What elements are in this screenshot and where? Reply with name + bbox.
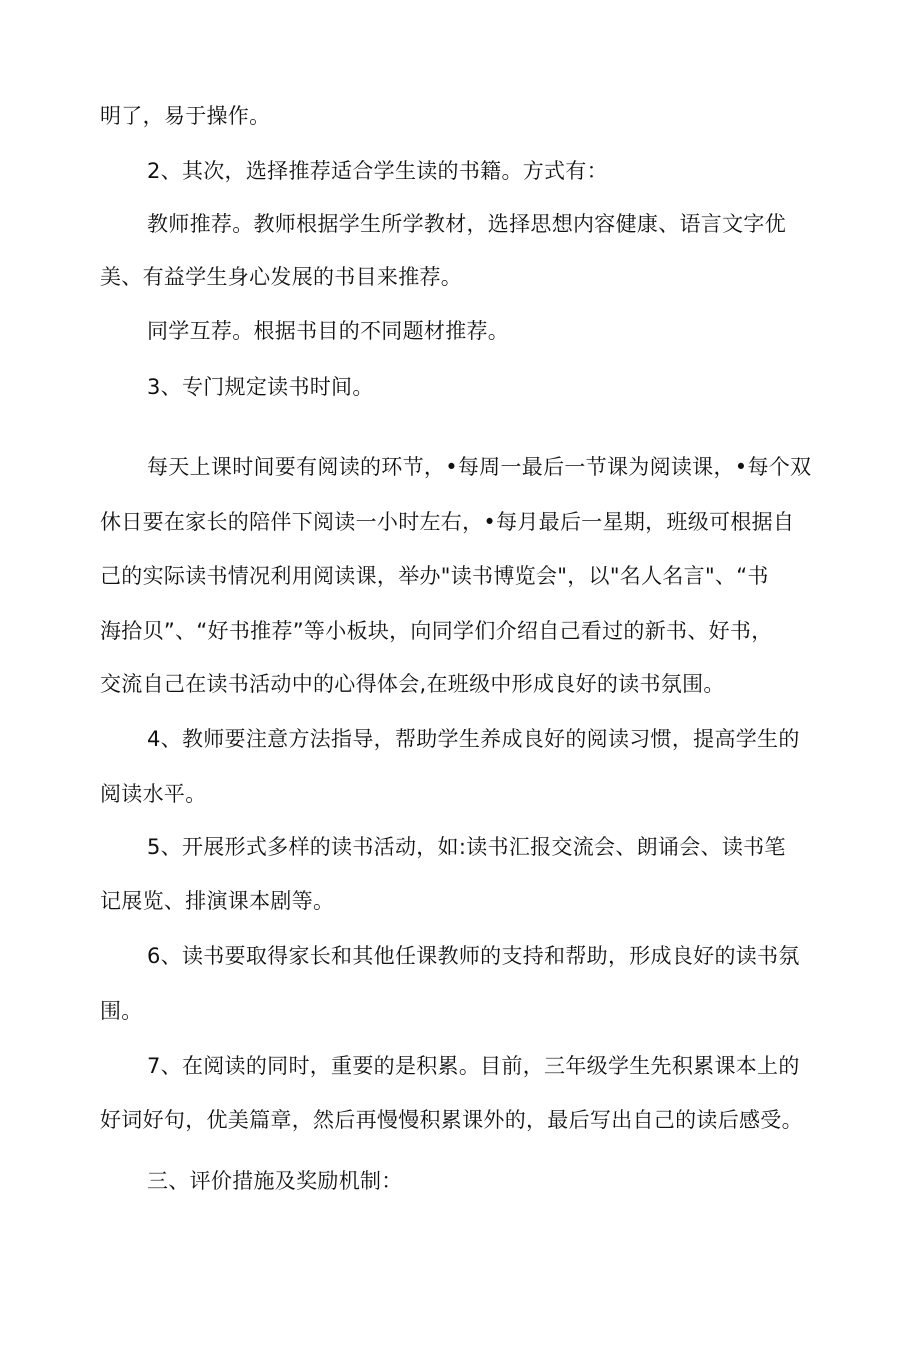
section-heading: 三、评价措施及奖励机制：	[147, 1169, 403, 1193]
paragraph-line: 同学互荐。根据书目的不同题材推荐。	[147, 319, 510, 343]
paragraph-line: 围。	[100, 999, 143, 1023]
paragraph-line: 5、开展形式多样的读书活动，如:读书汇报交流会、朗诵会、读书笔	[147, 835, 786, 859]
paragraph-line: 4、教师要注意方法指导，帮助学生养成良好的阅读习惯，提高学生的	[147, 727, 800, 751]
paragraph-line: 2、其次，选择推荐适合学生读的书籍。方式有：	[147, 159, 608, 183]
paragraph-line: 3、专门规定读书时间。	[147, 375, 374, 399]
paragraph-line: 好词好句，优美篇章，然后再慢慢积累课外的，最后写出自己的读后感受。	[100, 1108, 803, 1132]
paragraph-line: 每天上课时间要有阅读的环节，•每周一最后一节课为阅读课，•每个双	[147, 455, 812, 479]
paragraph-line: 海拾贝”、“好书推荐”等小板块，向同学们介绍自己看过的新书、好书，	[100, 619, 773, 643]
paragraph-line: 交流自己在读书活动中的心得体会,在班级中形成良好的读书氛围。	[100, 672, 725, 696]
paragraph-line: 阅读水平。	[100, 782, 207, 806]
paragraph-line: 美、有益学生身心发展的书目来推荐。	[100, 265, 463, 289]
paragraph-line: 7、在阅读的同时，重要的是积累。目前，三年级学生先积累课本上的	[147, 1054, 800, 1078]
paragraph-line: 6、读书要取得家长和其他任课教师的支持和帮助，形成良好的读书氛	[147, 944, 800, 968]
paragraph-line: 教师推荐。教师根据学生所学教材，选择思想内容健康、语言文字优	[147, 212, 786, 236]
paragraph-line: 己的实际读书情况利用阅读课，举办"读书博览会"，以"名人名言"、“书	[100, 564, 769, 588]
paragraph-line: 记展览、排演课本剧等。	[100, 889, 335, 913]
paragraph-line: 休日要在家长的陪伴下阅读一小时左右，•每月最后一星期，班级可根据自	[100, 510, 795, 534]
paragraph-line: 明了，易于操作。	[100, 104, 271, 128]
